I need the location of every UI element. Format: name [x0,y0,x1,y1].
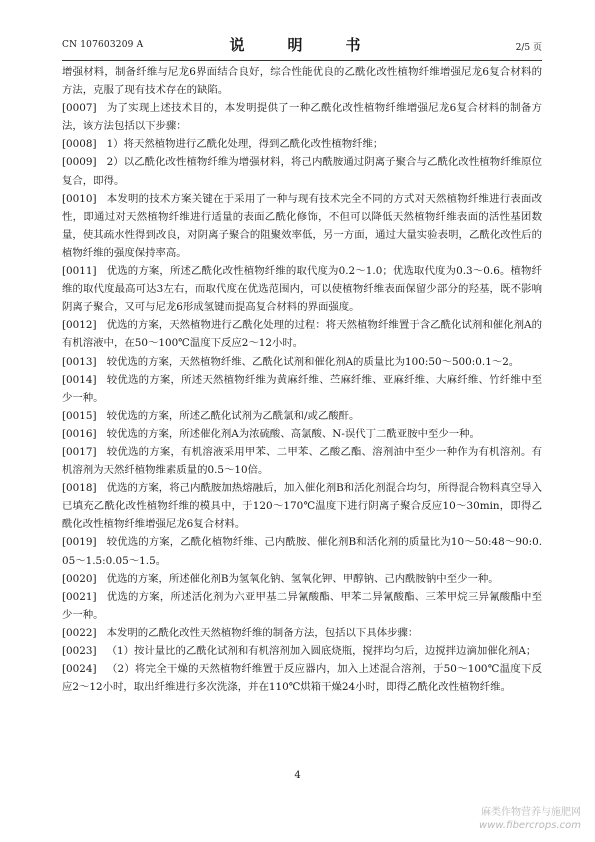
paragraph-text: 较优选的方案，乙酰化植物纤维、己内酰胺、催化剂B和活化剂的质量比为10～50:48～90:0.05～1.5:0.05～1.5。 [62,536,542,567]
paragraph-number: [0017] [62,445,97,458]
paragraph [62,262,542,316]
paragraph-text: 1）将天然植物进行乙酰化处理，得到乙酰化改性植物纤维； [106,138,384,151]
paragraph-number: [0014] [62,373,97,386]
paragraph [62,479,542,533]
watermark-text: 麻类作物营养与施肥网 [481,807,581,818]
paragraph-text: 较优选的方案，天然植物纤维、乙酰化试剂和催化剂A的质量比为100:50～500:0.1～2。 [106,355,520,368]
paragraph-text: 较优选的方案，所述天然植物纤维为黄麻纤维、苎麻纤维、亚麻纤维、大麻纤维、竹纤维中至少一种。 [62,373,542,404]
paragraph-number: [0015] [62,409,97,422]
paragraph-text: （2）将完全干燥的天然植物纤维置于反应器内，加入上述混合溶剂，于50～100℃温度下反应2～12小时，取出纤维进行多次洗涤，并在110℃烘箱干燥24小时，即得乙酰化改性植物纤维。 [62,663,542,694]
paragraph [62,642,542,660]
paragraph-number: [0019] [62,536,97,549]
paragraph-text: 优选的方案，所述乙酰化改性植物纤维的取代度为0.2～1.0；优选取代度为0.3～0.6。植物纤维的取代度最高可达3左右，而取代度在优选范围内，可以使植物纤维表面保留少部分的羟基，既不影响阴离子聚合，又可与尼龙6形成氢键而提高复合材料的界面强度。 [62,265,542,314]
paragraph [62,63,542,99]
paragraph [62,99,542,135]
paragraph-number: [0011] [62,265,97,278]
paragraph [62,660,542,696]
paragraph-text: 优选的方案，将己内酰胺加热熔融后，加入催化剂B和活化剂混合均匀，所得混合物料真空导入已填充乙酰化改性植物纤维的模具中，于120～170℃温度下进行阴离子聚合反应10～30min，即得乙酰化改性植物纤维增强尼龙6复合材料。 [62,482,542,531]
paragraph-number: [0013] [62,355,97,368]
paragraph-number: [0018] [62,482,97,495]
page-number: 4 [294,770,301,781]
watermark [479,806,581,832]
paragraph [62,588,542,624]
paragraph-text: 优选的方案，天然植物进行乙酰化处理的过程：将天然植物纤维置于含乙酰化试剂和催化剂A的有机溶液中，在50～100℃温度下反应2～12小时。 [62,319,542,350]
paragraph-text: 优选的方案，所述活化剂为六亚甲基二异氰酸酯、甲苯二异氰酸酯、三苯甲烷三异氰酸酯中至少一种。 [62,590,542,621]
page-header [62,34,542,54]
paragraph-text: 为了实现上述技术目的，本发明提供了一种乙酰化改性植物纤维增强尼龙6复合材料的制备方法，该方法包括以下步骤： [62,102,542,133]
paragraph [62,353,542,371]
paragraph-text: 较优选的方案，所述催化剂A为浓硫酸、高氯酸、N-误代丁二酰亚胺中至少一种。 [106,427,480,440]
paragraph-number: [0010] [62,192,97,205]
paragraph [62,190,542,262]
paragraph [62,570,542,588]
paragraph-text: 本发明的技术方案关键在于采用了一种与现有技术完全不同的方式对天然植物纤维进行表面改性，即通过对天然植物纤维进行适量的表面乙酰化修饰，不但可以降低天然植物纤维表面的活性基团数量，使其疏水性得到改良，对阴离子聚合的阻聚效率低，另一方面，通过大量实验表明，乙酰化改性后的植物纤维的强度保持率高。 [62,192,542,259]
paragraph-number: [0008] [62,138,97,151]
paragraph-number: [0021] [62,590,97,603]
body-text [62,63,542,696]
paragraph-number: [0023] [62,645,97,657]
paragraph-number: [0007] [62,102,97,115]
paragraph-number: [0020] [62,572,97,585]
header-divider [62,60,542,61]
paragraph [62,135,542,153]
paragraph [62,425,542,443]
document-number: CN 107603209 A [62,40,144,50]
paragraph [62,371,542,407]
paragraph [62,443,542,479]
paragraph-number: [0009] [62,156,97,169]
paragraph [62,624,542,642]
paragraph [62,407,542,425]
paragraph [62,153,542,189]
paragraph-number: [0016] [62,427,97,440]
paragraph-text: 本发明的乙酰化改性天然植物纤维的制备方法，包括以下具体步骤： [106,626,419,639]
paragraph-text: 优选的方案，所述催化剂B为氢氧化钠、氢氧化钾、甲醇钠、己内酰胺钠中至少一种。 [106,572,499,585]
paragraph-text: 较优选的方案，有机溶液采用甲苯、二甲苯、乙酸乙酯、溶剂油中至少一种作为有机溶剂。有机溶剂为天然纤植物维素质量的0.5～10倍。 [62,445,542,477]
paragraph-text: 增强材料，制备纤维与尼龙6界面结合良好，综合性能优良的乙酰化改性植物纤维增强尼龙6复合材料的方法，克服了现有技术存在的缺陷。 [62,66,542,97]
watermark-url: www.fibercrops.com [479,820,581,831]
paragraph-text: 2）以乙酰化改性植物纤维为增强材料，将己内酰胺通过阴离子聚合与乙酰化改性植物纤维原位复合，即得。 [62,156,542,187]
paragraph-number: [0012] [62,319,97,332]
paragraph [62,533,542,569]
paragraph-number: [0024] [62,663,97,676]
paragraph-number: [0022] [62,626,97,639]
paragraph [62,316,542,352]
paragraph-text: （1）按计量比的乙酰化试剂和有机溶剂加入圆底烧瓶，搅拌均匀后，边搅拌边滴加催化剂A； [106,645,537,657]
document-title: 说 明 书 [229,36,375,54]
paragraph-text: 较优选的方案，所述乙酰化试剂为乙酰氯和/或乙酸酐。 [106,409,360,422]
page-indicator: 2/5 页 [515,43,542,53]
